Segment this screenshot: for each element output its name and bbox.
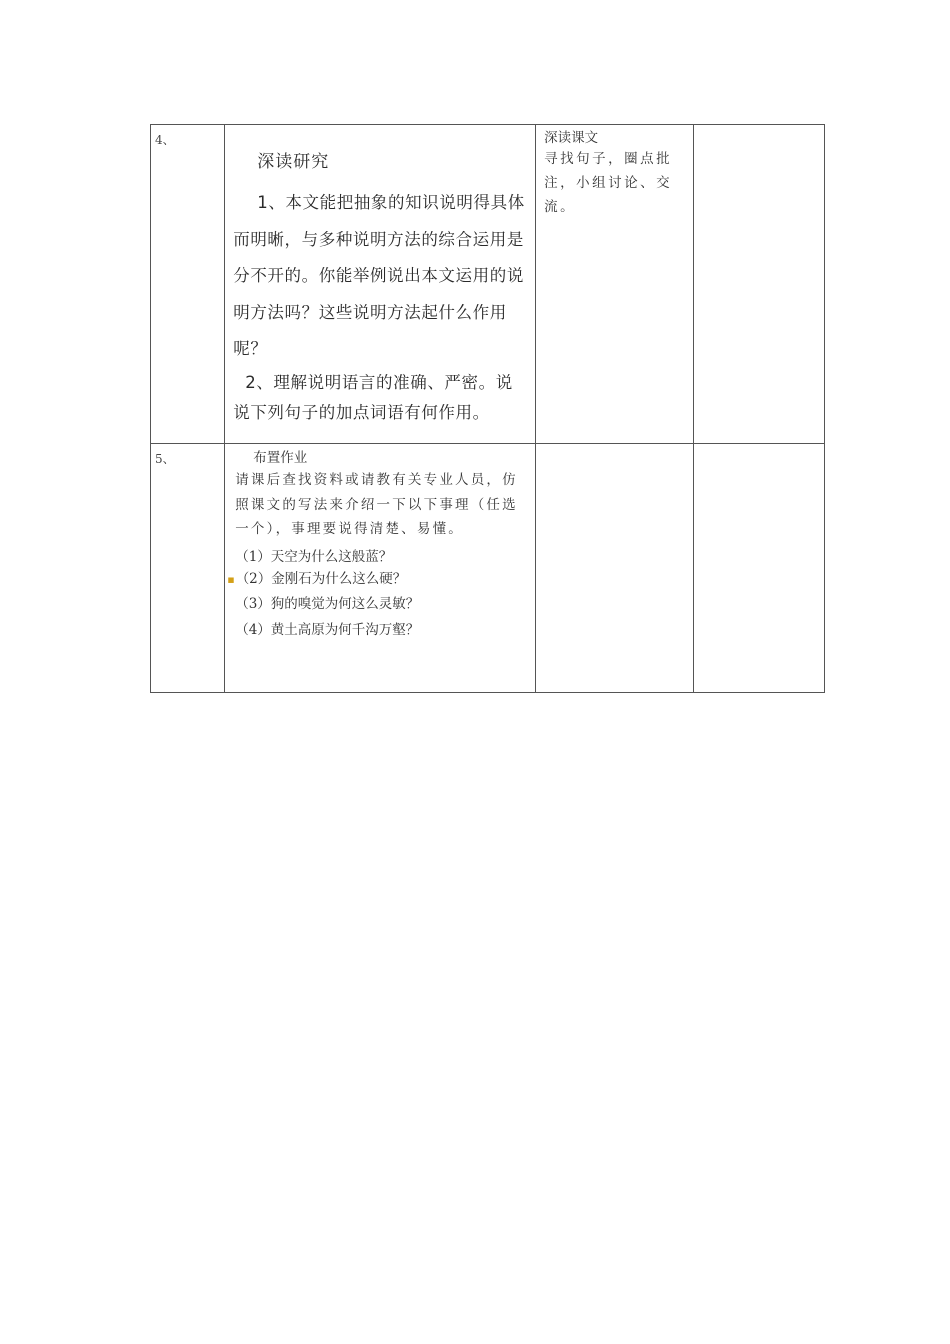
table-row <box>151 125 825 444</box>
list-item-label: （2）金刚石为什么这么硬？ <box>235 570 407 587</box>
step-number-cell <box>151 125 225 444</box>
activity-cell <box>536 125 693 444</box>
activity-title: 深读课文 <box>544 130 599 146</box>
deep-study-section <box>225 125 535 428</box>
blank-cell <box>693 125 824 444</box>
step-number: 4、 <box>155 133 175 147</box>
section-title: 深读研究 <box>257 152 330 172</box>
list-item: （4）黄土高原为何千沟万壑？ <box>235 621 420 638</box>
content-cell <box>225 125 536 444</box>
list-item: （1）天空为什么这般蓝？ <box>235 548 393 565</box>
student-activity <box>536 125 692 219</box>
question-2: 2、理解说明语言的准确、严密。说说下列句子的加点词语有何作用。 <box>233 372 513 422</box>
activity-cell <box>536 444 693 693</box>
step-number: 5、 <box>155 452 175 466</box>
table-row <box>151 444 825 693</box>
homework-instruction: 请课后查找资料或请教有关专业人员，仿照课文的写法来介绍一下以下事理（任选一个），事理要说得清楚、易懂。 <box>235 472 518 537</box>
content-cell <box>225 444 536 693</box>
activity-text: 寻找句子，圈点批注，小组讨论、交流。 <box>544 151 673 215</box>
homework-topic-list <box>227 546 529 643</box>
highlight-mark-icon: ▪ <box>227 572 235 586</box>
section-title: 布置作业 <box>253 450 308 466</box>
lesson-plan-table <box>150 124 825 693</box>
list-item <box>227 568 529 591</box>
homework-section <box>225 444 535 643</box>
step-number-cell <box>151 444 225 693</box>
list-item: （3）狗的嗅觉为何这么灵敏？ <box>235 595 420 612</box>
blank-cell <box>693 444 824 693</box>
question-1: 1、本文能把抽象的知识说明得具体而明晰，与多种说明方法的综合运用是分不开的。你能举例说出本文运用的说明方法吗？这些说明方法起什么作用呢？ <box>233 193 525 358</box>
